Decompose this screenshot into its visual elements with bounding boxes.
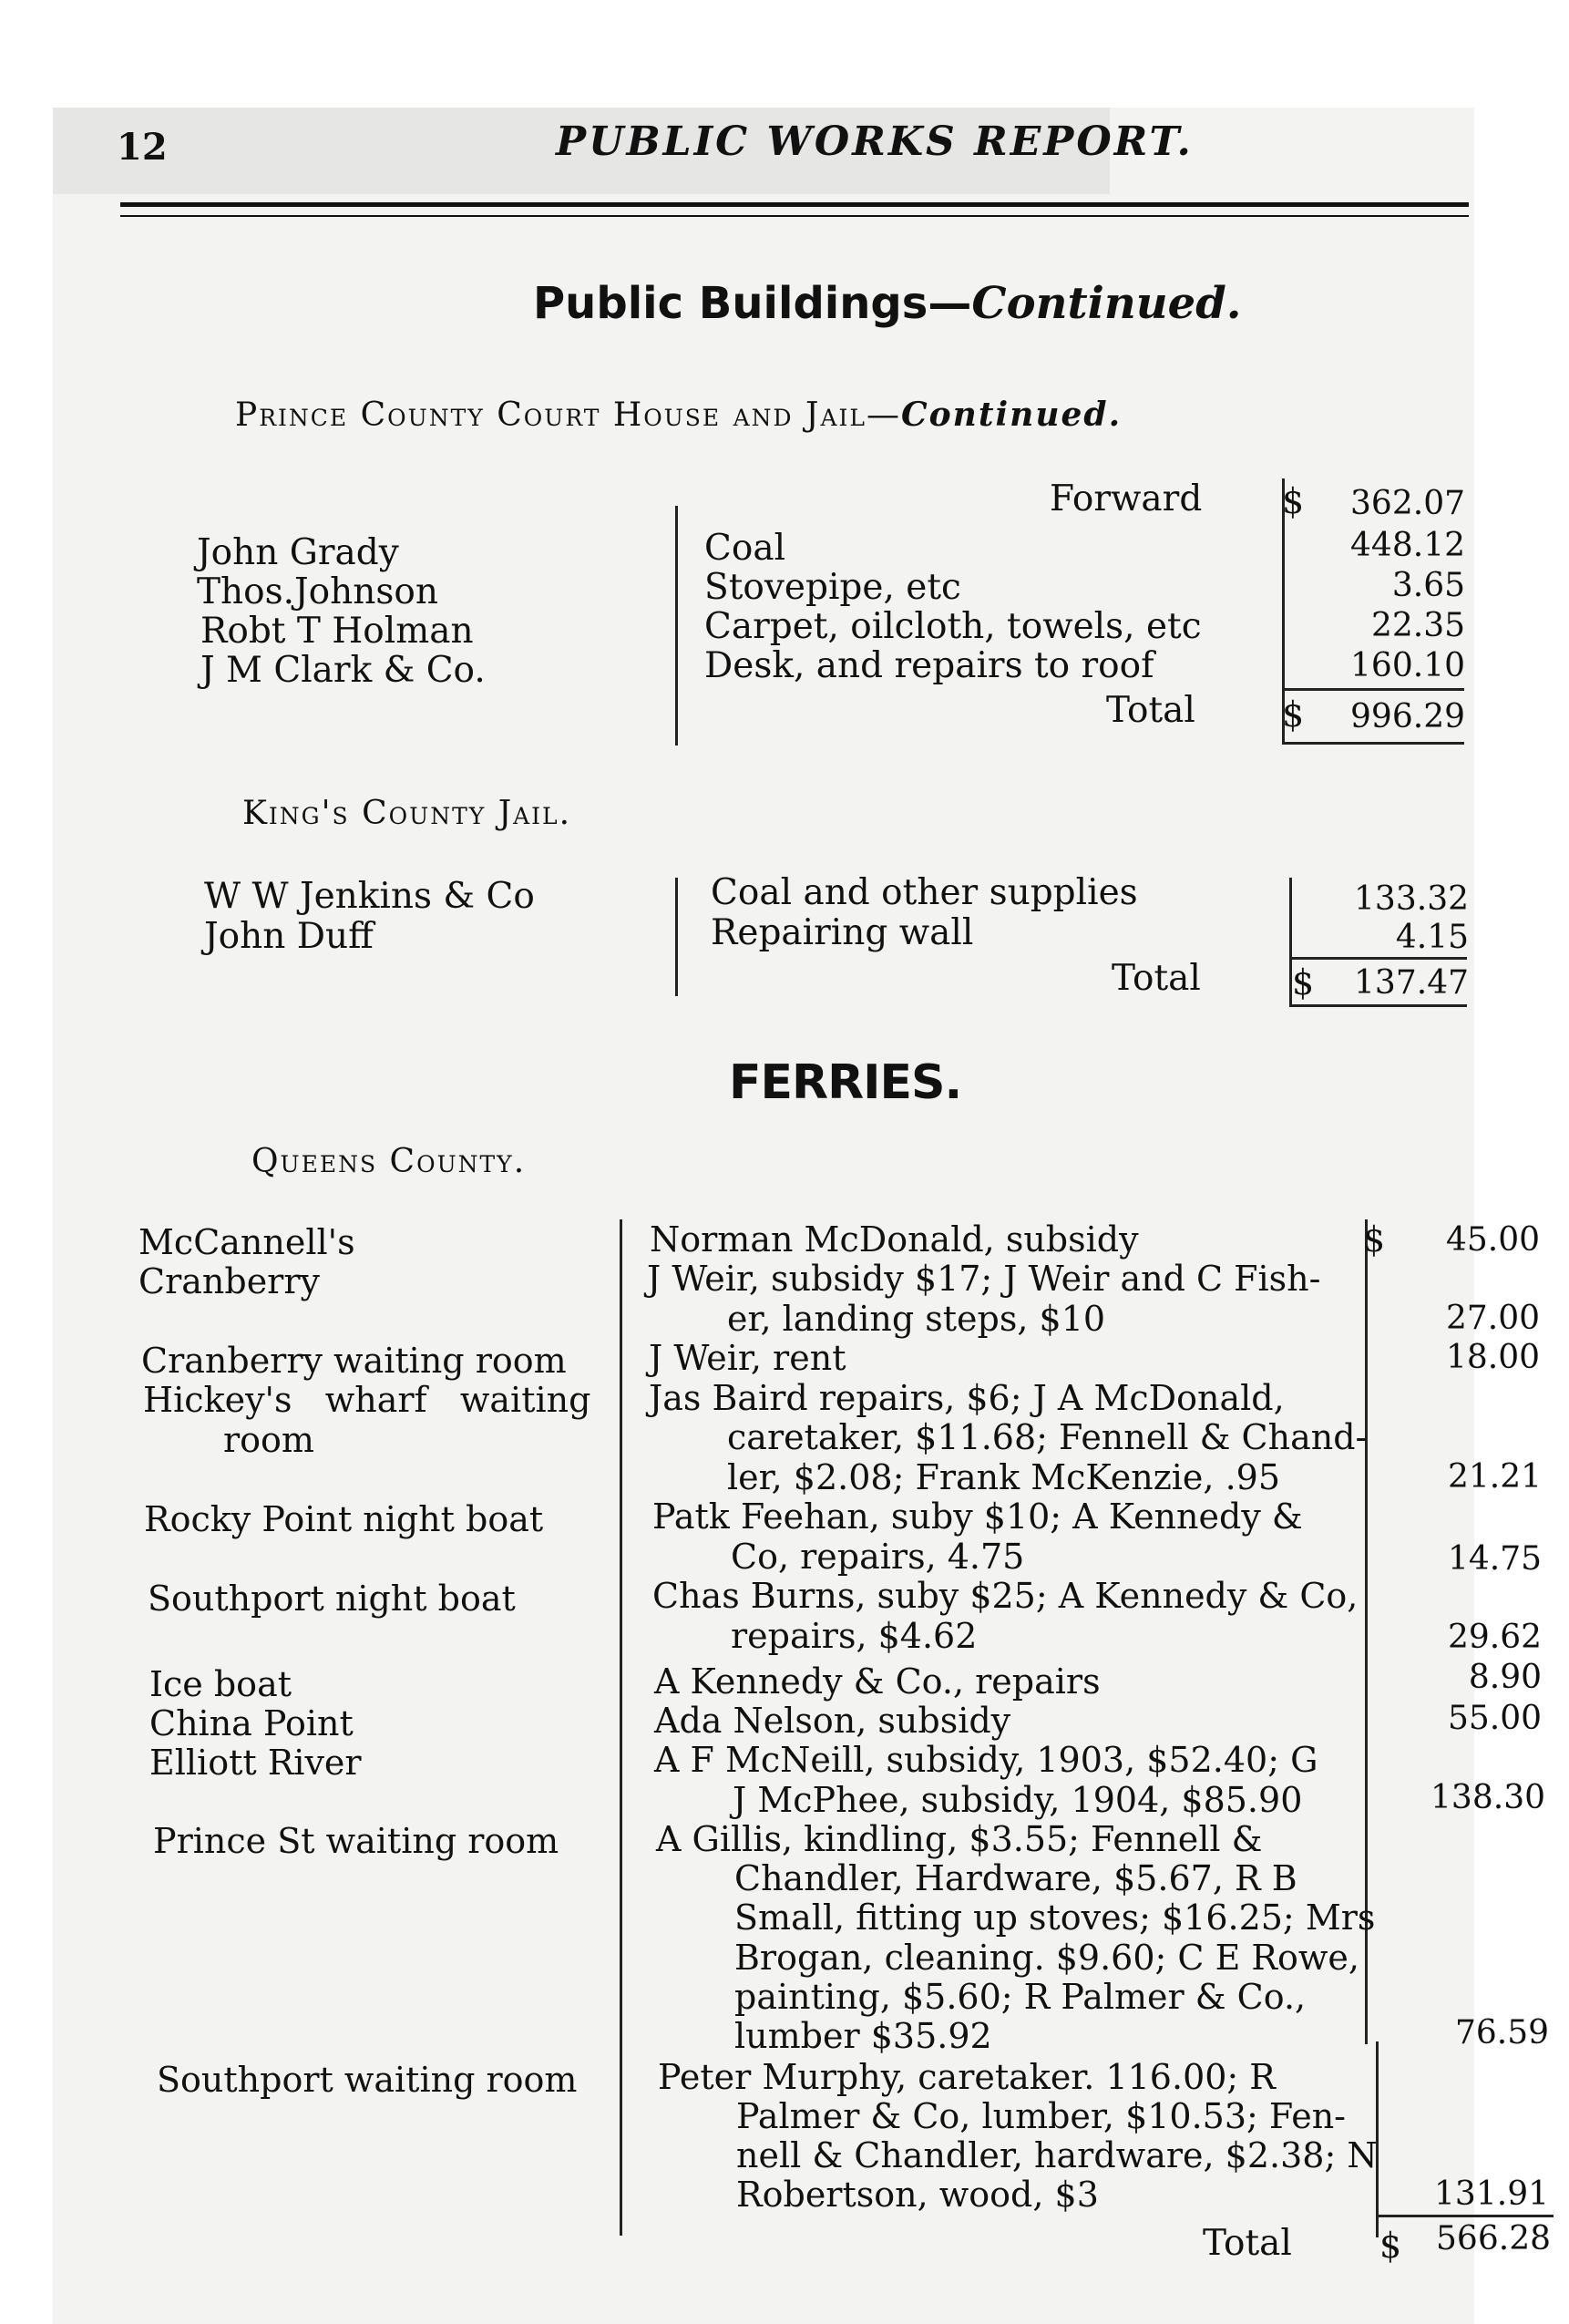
ferry-label: room [223, 1420, 314, 1460]
ferry-description-line: repairs, $4.62 [731, 1616, 978, 1656]
kings-row-name: John Duff [204, 916, 374, 957]
ferry-amount: 131.91 [1434, 2175, 1549, 2213]
ferry-description-line: Brogan, cleaning. $9.60; C E Rowe, [734, 1938, 1359, 1978]
ferries-total-dollar: $ [1379, 2226, 1402, 2266]
prince-row-amount: 22.35 [1370, 607, 1465, 644]
ferry-description-line: J Weir, subsidy $17; J Weir and C Fish- [647, 1259, 1321, 1299]
running-title: PUBLIC WORKS REPORT. [556, 118, 1194, 165]
ferry-description-line: Chas Burns, suby $25; A Kennedy & Co, [652, 1576, 1359, 1616]
ferry-amount: 55.00 [1447, 1700, 1542, 1737]
page-number: 12 [117, 126, 168, 169]
ferry-description-line: painting, $5.60; R Palmer & Co., [734, 1977, 1307, 2017]
kings-total-label: Total [1112, 958, 1201, 999]
prince-row-item: Coal [704, 528, 786, 569]
ferry-description-line: nell & Chandler, hardware, $2.38; N [736, 2135, 1378, 2175]
ferry-amount: 27.00 [1445, 1300, 1540, 1337]
ferry-description-line: A F McNeill, subsidy, 1903, $52.40; G [654, 1740, 1318, 1780]
ferry-description-line: Norman McDonald, subsidy [650, 1219, 1139, 1260]
kings-row-amount: 133.32 [1354, 880, 1469, 918]
ferry-description-line: Ada Nelson, subsidy [654, 1701, 1011, 1741]
prince-total-dollar: $ [1282, 694, 1305, 735]
ferries-first-dollar: $ [1363, 1219, 1386, 1260]
prince-total-label: Total [1106, 690, 1195, 731]
ferry-amount: 138.30 [1431, 1779, 1545, 1816]
ferry-description-line: Patk Feehan, suby $10; A Kennedy & [652, 1496, 1303, 1537]
ferry-description-line: J McPhee, subsidy, 1904, $85.90 [733, 1780, 1303, 1820]
ferry-description-line: er, landing steps, $10 [727, 1299, 1106, 1339]
ferry-description-line: J Weir, rent [649, 1338, 846, 1378]
prince-col-divider [675, 506, 678, 746]
ferry-label: Ice boat [149, 1664, 292, 1704]
section-title [533, 278, 1242, 329]
ferry-label: Cranberry waiting room [141, 1341, 567, 1381]
kings-subtotal-rule [1289, 957, 1467, 960]
prince-subtotal-rule [1282, 688, 1464, 691]
ferry-label: Hickey's wharf waiting [143, 1380, 591, 1420]
ferry-label: McCannell's [138, 1222, 355, 1262]
prince-forward-dollar: $ [1282, 481, 1305, 521]
section-title-main: Public Buildings [533, 278, 928, 329]
ferry-description-line: Small, fitting up stoves; $16.25; Mrs [734, 1897, 1376, 1938]
ferry-label: Southport waiting room [157, 2060, 578, 2100]
ferry-description-line: Chandler, Hardware, $5.67, R B [734, 1858, 1297, 1898]
ferry-description-line: Co, repairs, 4.75 [731, 1537, 1025, 1577]
prince-row-name: Thos.Johnson [197, 571, 438, 612]
ferry-amount: 29.62 [1447, 1619, 1542, 1656]
ferry-amount: 8.90 [1468, 1659, 1542, 1696]
kings-row-item: Coal and other supplies [711, 872, 1138, 913]
ferry-label: Prince St waiting room [153, 1821, 559, 1861]
prince-total-amount: 996.29 [1350, 698, 1465, 735]
prince-row-item: Desk, and repairs to roof [704, 645, 1154, 686]
ferries-total-amount: 566.28 [1436, 2220, 1551, 2257]
prince-row-item: Stovepipe, etc [704, 567, 961, 608]
ferry-amount: 18.00 [1445, 1339, 1540, 1376]
ferries-total-label: Total [1203, 2223, 1292, 2264]
ferry-label: Rocky Point night boat [144, 1499, 544, 1539]
ferry-description-line: caretaker, $11.68; Fennell & Chand- [727, 1417, 1368, 1457]
prince-row-amount: 160.10 [1350, 647, 1465, 684]
kings-total-dollar: $ [1292, 962, 1315, 1003]
prince-county-heading [235, 396, 1122, 434]
ferry-label: Elliott River [149, 1743, 362, 1783]
ferry-description-line: Peter Murphy, caretaker. 116.00; R [658, 2057, 1276, 2097]
prince-row-amount: 3.65 [1391, 567, 1465, 604]
prince-row-name: Robt T Holman [200, 611, 474, 652]
ferry-amount: 45.00 [1445, 1221, 1540, 1259]
prince-row-name: J M Clark & Co. [200, 650, 486, 691]
prince-total-underline [1282, 742, 1464, 745]
prince-forward-label: Forward [1050, 478, 1203, 519]
prince-county-heading-dash: — [867, 396, 901, 434]
ferry-description-line: Robertson, wood, $3 [736, 2175, 1099, 2215]
prince-forward-amount: 362.07 [1350, 485, 1465, 522]
ferry-label: China Point [149, 1703, 354, 1743]
prince-row-item: Carpet, oilcloth, towels, etc [704, 606, 1202, 647]
kings-row-name: W W Jenkins & Co [204, 876, 535, 917]
ferry-description-line: Palmer & Co, lumber, $10.53; Fen- [736, 2096, 1347, 2136]
ferries-subtotal-rule [1376, 2215, 1554, 2217]
header-rule-thin [120, 215, 1469, 217]
ferry-amount: 21.21 [1447, 1458, 1542, 1496]
ferry-description-line: A Gillis, kindling, $3.55; Fennell & [656, 1819, 1263, 1859]
ferry-label: Cranberry [138, 1261, 320, 1301]
ferry-description-line: ler, $2.08; Frank McKenzie, .95 [727, 1457, 1280, 1497]
kings-total-underline [1289, 1004, 1467, 1007]
kings-col-divider [675, 878, 678, 996]
ferry-label: Southport night boat [148, 1578, 516, 1619]
prince-row-name: John Grady [197, 532, 399, 573]
ferry-description-line: lumber $35.92 [734, 2016, 992, 2056]
prince-row-amount: 448.12 [1350, 527, 1465, 564]
kings-row-item: Repairing wall [711, 912, 974, 953]
ferries-title: FERRIES. [729, 1055, 962, 1110]
section-title-dash: — [928, 278, 972, 329]
prince-county-heading-text: Prince County Court House and Jail [235, 396, 867, 434]
ferry-amount: 76.59 [1454, 2014, 1549, 2051]
kings-row-amount: 4.15 [1395, 919, 1469, 956]
ferry-description-line: A Kennedy & Co., repairs [654, 1661, 1101, 1702]
ferry-amount: 14.75 [1447, 1540, 1542, 1578]
header-rule-thick [120, 202, 1469, 207]
prince-county-heading-continued: Continued. [901, 396, 1123, 434]
ferry-description-line: Jas Baird repairs, $6; J A McDonald, [649, 1378, 1285, 1418]
kings-county-heading: King's County Jail. [242, 795, 572, 832]
queens-county-heading: Queens County. [251, 1143, 527, 1180]
ferries-col-divider [620, 1219, 622, 2236]
section-title-continued: Continued. [971, 278, 1242, 329]
kings-total-amount: 137.47 [1354, 964, 1469, 1002]
